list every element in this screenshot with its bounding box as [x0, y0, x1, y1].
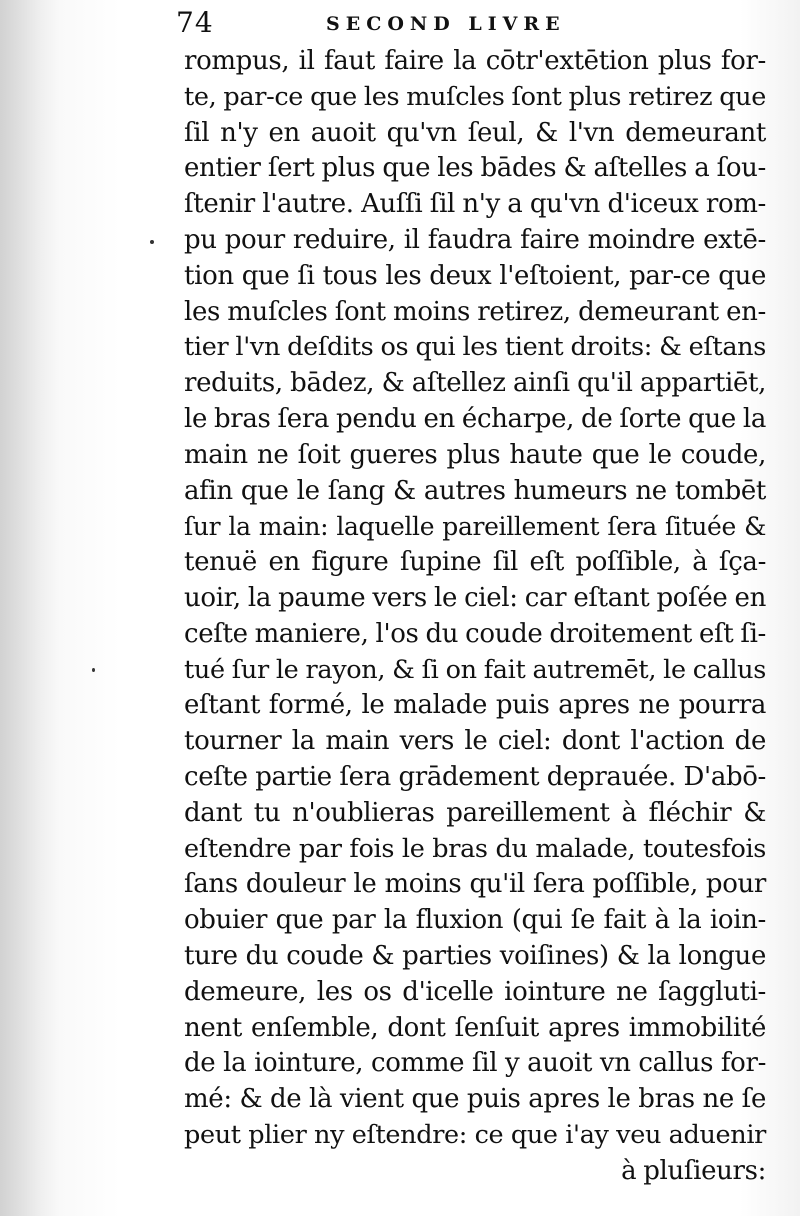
text-line: tué ſur le rayon, & ſi on fait autremēt, le callus	[184, 654, 766, 685]
text-line: ture du coude & parties voiſines) & la longue	[184, 940, 766, 971]
page-header	[176, 6, 786, 40]
text-line: tion que ſi tous les deux l'eſtoient, par-ce que	[184, 260, 766, 291]
text-line: obuier que par la fluxion (qui ſe fait à la ioin-	[184, 905, 766, 936]
text-line: le bras ſera pendu en écharpe, de ſorte que la	[184, 403, 766, 434]
text-line: entier ſert plus que les bādes & aſtelles a ſou-	[184, 153, 766, 184]
page-number: 74	[176, 6, 214, 39]
text-line: de la iointure, comme ſil y auoit vn callus for-	[184, 1048, 766, 1079]
text-line: dant tu n'oublieras pareillement à fléchir &	[184, 797, 766, 828]
text-line: ceſte partie ſera grādement deprauée. D'abō-	[184, 761, 766, 792]
text-line: rompus, il faut faire la cōtr'extētion plus for-	[184, 46, 766, 76]
text-line: reduits, bādez, & aſtellez ainſi qu'il appartiēt,	[184, 368, 766, 399]
text-line: demeure, les os d'icelle iointure ne ſaggluti-	[184, 976, 766, 1007]
text-line: les muſcles ſont moins retirez, demeurant en-	[184, 296, 766, 327]
text-line: ſtenir l'autre. Auſſi ſil n'y a qu'vn d'iceux rom-	[184, 189, 766, 220]
text-line: afin que le ſang & autres humeurs ne tombēt	[184, 475, 766, 506]
catchword-line: à pluſieurs:	[621, 1155, 766, 1186]
text-line: tier l'vn deſdits os qui les tient droits: & eſtans	[184, 332, 766, 363]
text-line: tourner la main vers le ciel: dont l'action de	[184, 726, 766, 757]
text-line: ſil n'y en auoit qu'vn ſeul, & l'vn demeurant	[184, 117, 766, 148]
text-line: eſtendre par fois le bras du malade, toutesfois	[184, 833, 766, 864]
text-line: ceſte maniere, l'os du coude droitement eſt ſi-	[184, 618, 766, 649]
body-text	[184, 44, 766, 1190]
text-line: ſur la main: laquelle pareillement ſera ſituée &	[184, 512, 766, 542]
running-head: SECOND LIVRE	[326, 13, 566, 35]
text-line: ſans douleur le moins qu'il ſera poſſible, pour	[184, 869, 766, 900]
text-line: eſtant formé, le malade puis apres ne pourra	[184, 690, 766, 721]
text-line: tenuë en figure ſupine ſil eſt poſſible, à ſça-	[184, 547, 766, 578]
text-line: mé: & de là vient que puis apres le bras ne ſe	[184, 1084, 766, 1115]
ink-speck	[92, 668, 95, 672]
text-line: main ne ſoit gueres plus haute que le coude,	[184, 439, 766, 470]
text-line: uoir, la paume vers le ciel: car eſtant poſée en	[184, 582, 766, 613]
gutter-shadow	[0, 0, 60, 1216]
text-line: te, par-ce que les muſcles ſont plus retirez que	[184, 81, 766, 112]
text-line: peut plier ny eſtendre: ce que i'ay veu aduenir	[184, 1119, 766, 1150]
ink-speck	[150, 240, 154, 244]
text-line: nent enſemble, dont ſenſuit apres immobilité	[184, 1012, 766, 1043]
text-line: pu pour reduire, il faudra faire moindre extē-	[184, 224, 766, 255]
